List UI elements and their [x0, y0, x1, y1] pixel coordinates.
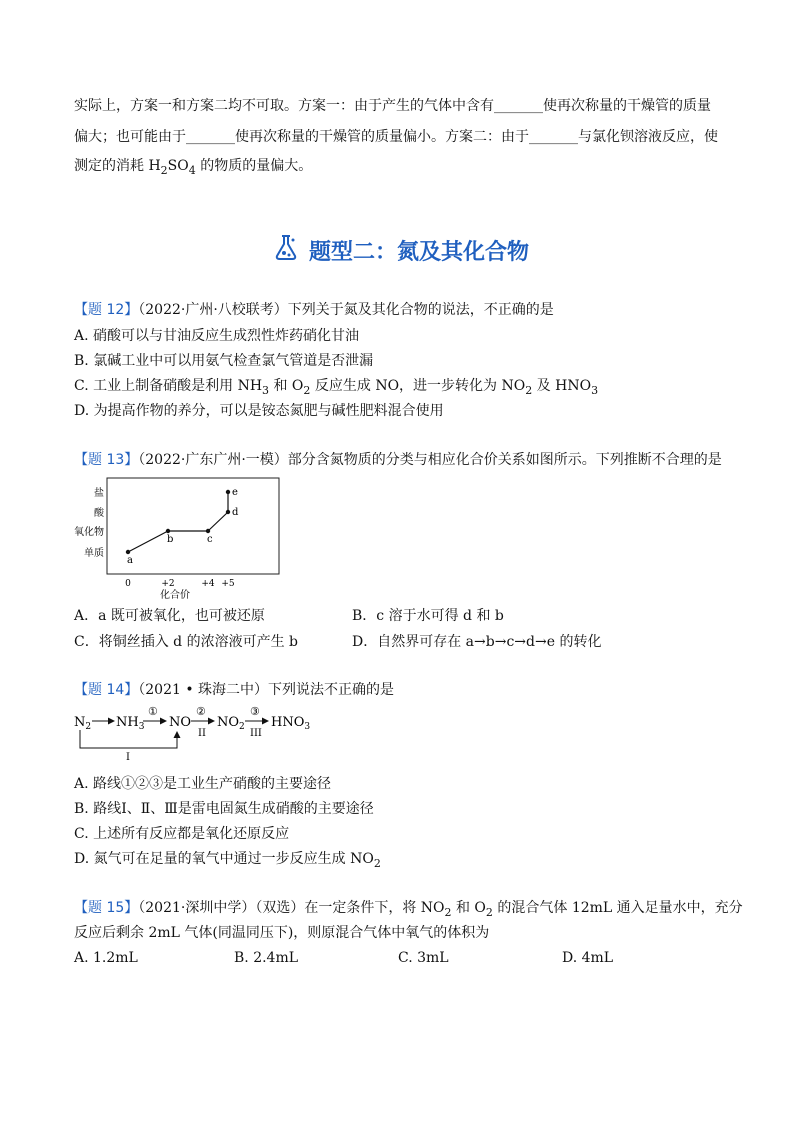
- chart-x-tick: +2: [161, 579, 175, 589]
- chart-point-label: e: [232, 487, 238, 498]
- chart-point-label: d: [232, 507, 239, 518]
- q15-stem-line-1: 【题 15】（2021·深圳中学）（双选）在一定条件下，将 $NO_2$ 和 $O_2$ 的混合气体 12mL 通入足量水中，充分: [74, 900, 743, 919]
- q14-option-d: D. 氮气可在足量的氧气中通过一步反应生成 $NO_2$: [74, 851, 381, 870]
- section-title: [0, 232, 800, 268]
- chart-x-axis-label: 化合价: [160, 590, 190, 601]
- chart-x-tick: 0: [125, 579, 131, 589]
- q12-option-a: A. 硝酸可以与甘油反应生成烈性炸药硝化甘油: [74, 328, 360, 344]
- q12-tag: 【题 12】: [74, 302, 139, 318]
- step-2-label: ②: [196, 705, 206, 718]
- reaction-scheme: [70, 700, 370, 762]
- q13-option-d: D．自然界可存在 a→b→c→d→e 的转化: [352, 634, 602, 650]
- route-3-label: III: [250, 728, 262, 739]
- q15-stem-line-2: 反应后剩余 2mL 气体(同温同压下)，则原混合气体中氧气的体积为: [74, 925, 490, 941]
- q12-option-d: D. 为提高作物的养分，可以是铵态氮肥与碱性肥料混合使用: [74, 403, 444, 419]
- q15-option-b: B. 2.4mL: [234, 950, 299, 966]
- intro-line-2: 偏大；也可能由于_______使再次称量的干燥管的质量偏小。方案二：由于_______与氯化钡溶液反应，使: [74, 129, 718, 145]
- q15-option-d: D. 4mL: [562, 950, 614, 966]
- chart-segment: [208, 512, 228, 531]
- nitrogen-valence-chart: [70, 474, 280, 604]
- chart-y-label: 单质: [84, 548, 104, 559]
- species-hno3: $HNO_3$: [271, 715, 311, 732]
- q13-tag: 【题 13】: [74, 452, 139, 468]
- flask-icon: [271, 232, 301, 268]
- species-nh3: $NH_3$: [116, 715, 145, 732]
- route-2-label: II: [198, 728, 206, 739]
- q13-option-b: B．c 溶于水可得 d 和 b: [352, 608, 504, 624]
- q14-option-a: A. 路线①②③是工业生产硝酸的主要途径: [74, 776, 332, 792]
- q13-stem: 【题 13】（2022·广东广州·一模）部分含氮物质的分类与相应化合价关系如图所示。下列推断不合理的是: [74, 452, 722, 468]
- q12-option-c: C. 工业上制备硝酸是利用 $NH_3$ 和 $O_2$ 反应生成 NO，进一步转化为 $NO_2$ 及 $HNO_3$: [74, 378, 599, 397]
- chart-x-tick: +4: [201, 579, 215, 589]
- species-no2: $NO_2$: [217, 715, 245, 732]
- q13-option-c: C．将铜丝插入 d 的浓溶液可产生 b: [74, 634, 298, 650]
- chart-y-label: 氧化物: [74, 527, 104, 538]
- chart-point-e: [226, 490, 230, 494]
- chart-point-a: [126, 550, 130, 554]
- chart-point-label: b: [167, 534, 174, 545]
- q14-tag: 【题 14】: [74, 682, 139, 698]
- chart-point-label: a: [127, 555, 133, 566]
- q15-option-c: C. 3mL: [398, 950, 449, 966]
- q14-option-b: B. 路线Ⅰ、Ⅱ、Ⅲ是雷电固氮生成硝酸的主要途径: [74, 801, 374, 817]
- chart-y-label: 酸: [94, 508, 104, 519]
- species-no: NO: [169, 715, 192, 730]
- chart-point-label: c: [207, 534, 213, 545]
- chart-y-label: 盐: [94, 488, 104, 499]
- chart-point-b: [166, 529, 170, 533]
- q14-option-c: C. 上述所有反应都是氧化还原反应: [74, 826, 290, 842]
- intro-line-1: 实际上，方案一和方案二均不可取。方案一：由于产生的气体中含有_______使再次称量的干燥管的质量: [74, 98, 711, 114]
- q12-stem: 【题 12】（2022·广州·八校联考）下列关于氮及其化合物的说法，不正确的是: [74, 302, 554, 318]
- q15-tag: 【题 15】: [74, 900, 139, 916]
- q15-option-a: A. 1.2mL: [74, 950, 138, 966]
- intro-line-3: 测定的消耗 $H_2SO_4$ 的物质的量偏大。: [74, 158, 313, 177]
- chart-x-tick: +5: [221, 579, 235, 589]
- chart-segment: [128, 531, 168, 552]
- q13-option-a: A．a 既可被氧化，也可被还原: [74, 608, 265, 624]
- step-3-label: ③: [250, 705, 260, 718]
- route-1-label: I: [126, 752, 130, 762]
- species-n2: $N_2$: [74, 715, 92, 732]
- q12-option-b: B. 氯碱工业中可以用氨气检查氯气管道是否泄漏: [74, 353, 374, 369]
- q14-stem: 【题 14】（2021 • 珠海二中）下列说法不正确的是: [74, 682, 395, 698]
- step-1-label: ①: [148, 705, 158, 718]
- route-1-arrow: [80, 730, 177, 748]
- chart-point-c: [206, 529, 210, 533]
- section-title-text: 题型二：氮及其化合物: [308, 239, 529, 265]
- chart-point-d: [226, 510, 230, 514]
